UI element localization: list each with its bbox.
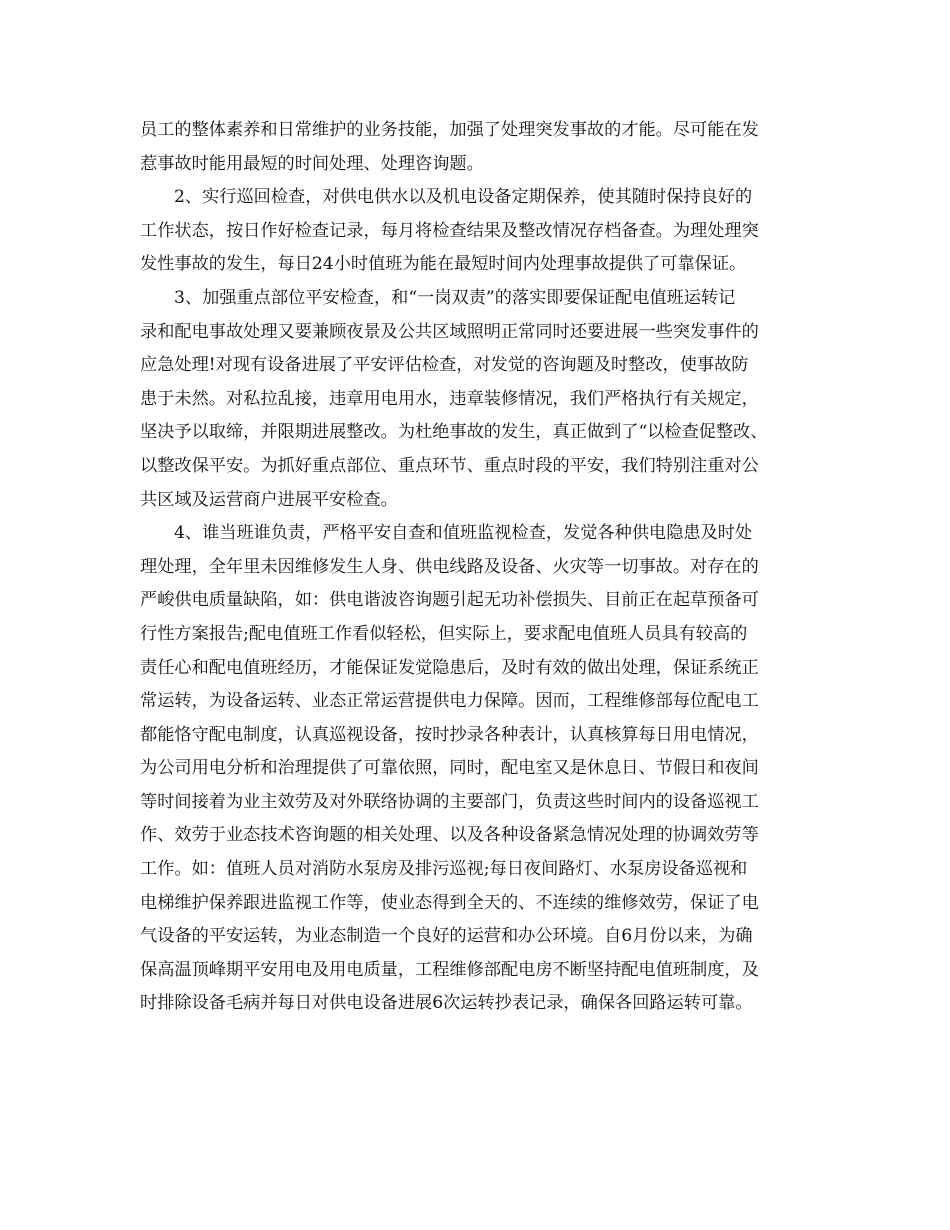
text-line: 等时间接着为业主效劳及对外联络协调的主要部门，负责这些时间内的设备巡视工 — [140, 791, 759, 812]
text-line: 共区域及运营商户进展平安检查。 — [140, 489, 398, 510]
text-line: 理处理，全年里未因维修发生人身、供电线路及设备、火灾等一切事故。对存在的 — [140, 556, 759, 577]
text-line: 作、效劳于业态技术咨询题的相关处理、以及各种设备紧急情况处理的协调效劳等 — [140, 825, 759, 846]
text-line: 气设备的平安运转，为业态制造一个良好的运营和办公环境。自6月份以来，为确 — [140, 926, 753, 947]
text-line: 电梯维护保养跟进监视工作等，使业态得到全天的、不连续的维修效劳，保证了电 — [140, 892, 759, 913]
text-line: 行性方案报告;配电值班工作看似轻松，但实际上，要求配电值班人员具有较高的 — [140, 623, 748, 644]
text-line: 以整改保平安。为抓好重点部位、重点环节、重点时段的平安，我们特别注重对公 — [140, 455, 759, 476]
text-line: 惹事故时能用最短的时间处理、处理咨询题。 — [140, 153, 484, 174]
text-line: 工作。如：值班人员对消防水泵房及排污巡视;每日夜间路灯、水泵房设备巡视和 — [140, 859, 748, 880]
paragraph-start-line: 2、实行巡回检查，对供电供水以及机电设备定期保养，使其随时保持良好的 — [174, 187, 753, 208]
text-line: 工作状态，按日作好检查记录，每月将检查结果及整改情况存档备查。为理处理突 — [140, 220, 759, 241]
text-line: 都能恪守配电制度，认真巡视设备，按时抄录各种表计，认真核算每日用电情况， — [140, 724, 759, 745]
text-line: 严峻供电质量缺陷，如：供电谐波咨询题引起无功补偿损失、目前正在起草预备可 — [140, 590, 759, 611]
text-line: 员工的整体素养和日常维护的业务技能，加强了处理突发事故的才能。尽可能在发 — [140, 120, 759, 140]
text-line: 常运转，为设备运转、业态正常运营提供电力保障。因而，工程维修部每位配电工 — [140, 691, 759, 712]
text-line: 为公司用电分析和治理提供了可靠依照，同时，配电室又是休息日、节假日和夜间 — [140, 758, 759, 779]
document-body — [140, 114, 820, 1021]
text-line: 责任心和配电值班经历，才能保证发觉隐患后，及时有效的做出处理，保证系统正 — [140, 657, 759, 678]
text-line: 时排除设备毛病并每日对供电设备进展6次运转抄表记录，确保各回路运转可靠。 — [140, 993, 753, 1014]
text-line: 保高温顶峰期平安用电及用电质量，工程维修部配电房不断坚持配电值班制度，及 — [140, 959, 759, 980]
text-line: 患于未然。对私拉乱接，违章用电用水，违章装修情况，我们严格执行有关规定， — [140, 388, 759, 409]
text-line: 坚决予以取缔，并限期进展整改。为杜绝事故的发生，真正做到了“以检查促整改、 — [140, 422, 768, 443]
text-line: 应急处理!对现有设备进展了平安评估检查，对发觉的咨询题及时整改，使事故防 — [140, 355, 749, 376]
paragraph-start-line: 4、谁当班谁负责，严格平安自查和值班监视检查，发觉各种供电隐患及时处 — [174, 523, 753, 544]
paragraph-start-line: 3、加强重点部位平安检查，和“一岗双责”的落实即要保证配电值班运转记 — [174, 287, 736, 308]
text-line: 录和配电事故处理又要兼顾夜景及公共区域照明正常同时还要进展一些突发事件的 — [140, 321, 759, 342]
text-line: 发性事故的发生，每日24小时值班为能在最短时间内处理事故提供了可靠保证。 — [140, 254, 747, 275]
